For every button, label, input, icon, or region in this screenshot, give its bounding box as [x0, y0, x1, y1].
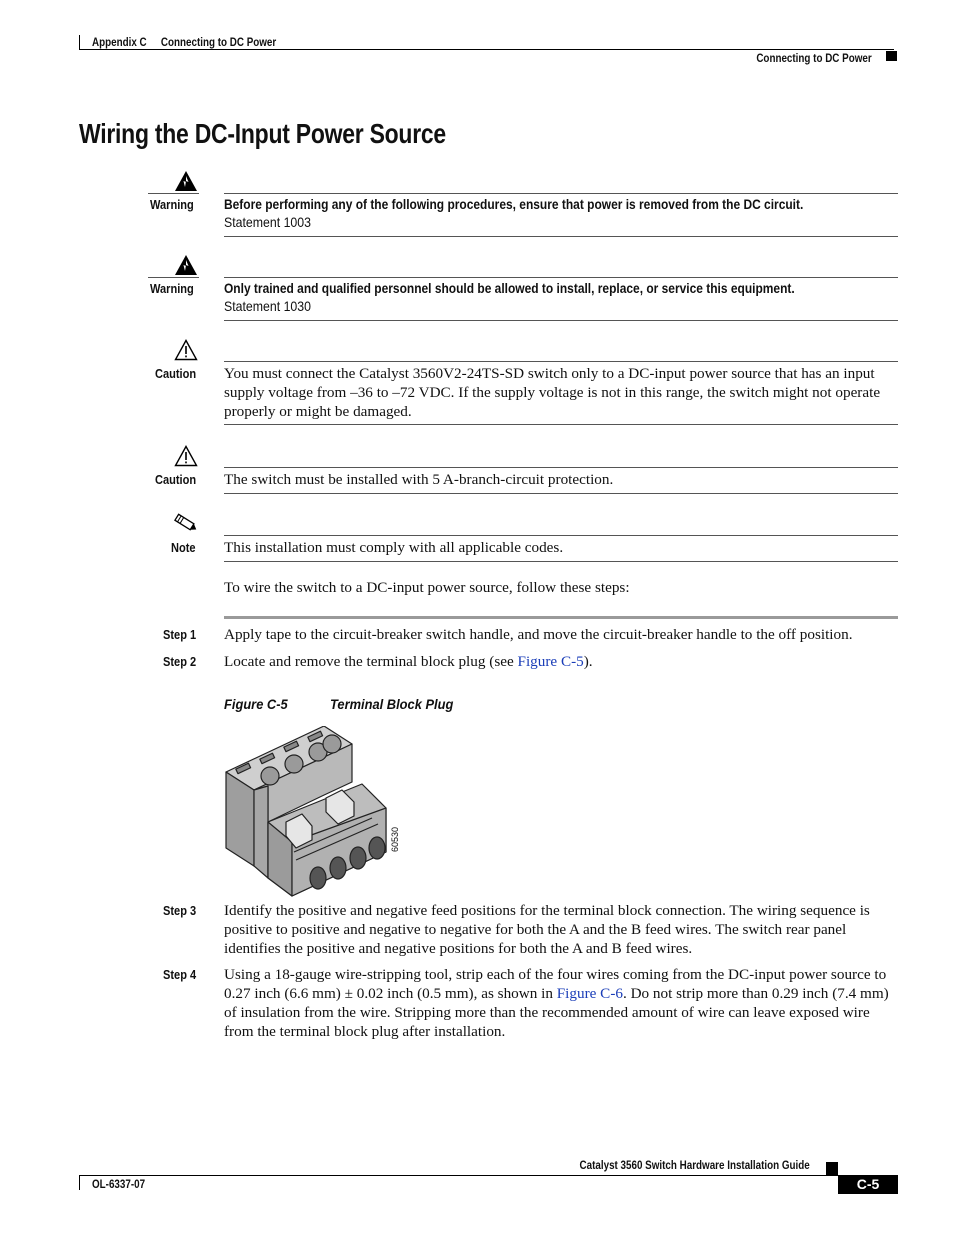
header-rule	[79, 49, 894, 50]
figure-caption	[224, 696, 453, 712]
step-text-part: Locate and remove the terminal block plug (see	[224, 653, 518, 670]
warning-text: Only trained and qualified personnel should be allowed to install, replace, or service this equipment.	[224, 280, 795, 296]
footer-doc-number: OL-6337-07	[92, 1177, 146, 1191]
header-appendix: Appendix C	[92, 35, 147, 49]
warning-text: Before performing any of the following procedures, ensure that power is removed from the DC circuit.	[224, 196, 804, 212]
footer-rule-vertical	[79, 1175, 80, 1190]
step-label: Step 3	[163, 903, 197, 918]
header-chapter: Connecting to DC Power	[160, 35, 277, 49]
step-text: Apply tape to the circuit-breaker switch handle, and move the circuit-breaker handle to the off position.	[224, 626, 853, 643]
procedure-rule	[224, 616, 898, 619]
step-text	[224, 652, 900, 671]
admonition-bottom-rule	[224, 320, 898, 321]
admonition-icon-rule	[148, 277, 199, 278]
footer-rule	[79, 1175, 837, 1176]
footer-guide-title: Catalyst 3560 Switch Hardware Installation Guide	[579, 1158, 810, 1172]
step-label: Step 1	[163, 627, 197, 642]
step-text	[224, 965, 900, 1041]
admonition-bottom-rule	[224, 424, 898, 425]
figure-art-id: 60530	[390, 826, 400, 852]
warning-icon	[174, 170, 198, 192]
admonition-bottom-rule	[224, 493, 898, 494]
terminal-block-plug-figure	[222, 726, 412, 898]
header-marker	[886, 51, 897, 61]
figure-number: Figure C-5	[224, 696, 288, 712]
header-breadcrumb	[92, 35, 288, 49]
step-label: Step 2	[163, 654, 197, 669]
page-title: Wiring the DC-Input Power Source	[79, 118, 446, 149]
figure-link[interactable]: Figure C-6	[556, 985, 623, 1002]
header-section: Connecting to DC Power	[756, 51, 872, 65]
step-text-part: ).	[583, 653, 593, 670]
admonition-top-rule	[224, 535, 898, 536]
warning-icon	[174, 254, 198, 276]
step-text-part: . Do not strip more than 0.29 inch (7.4 mm) of insulation from the wire. Stripping more than the recommended amount of wire can leave exposed wire from the terminal block plug after installation.	[224, 985, 889, 1040]
page-number: C-5	[838, 1175, 898, 1194]
admonition-top-rule	[224, 193, 898, 194]
caution-icon	[174, 445, 198, 467]
admonition-label: Note	[171, 540, 196, 555]
warning-statement: Statement 1003	[224, 214, 311, 230]
admonition-bottom-rule	[224, 236, 898, 237]
admonition-label: Warning	[150, 281, 194, 296]
admonition-top-rule	[224, 277, 898, 278]
admonition-bottom-rule	[224, 561, 898, 562]
step-text: Identify the positive and negative feed positions for the terminal block connection. The wiring sequence is positive to positive and negative to negative for both the A and the B feed wires. The switch rear panel identifies the positive and negative positions for both the A and B feed wires.	[224, 902, 870, 957]
admonition-label: Warning	[150, 197, 194, 212]
admonition-icon-rule	[148, 193, 199, 194]
note-text: This installation must comply with all applicable codes.	[224, 539, 564, 556]
admonition-top-rule	[224, 361, 898, 362]
intro-text: To wire the switch to a DC-input power source, follow these steps:	[224, 579, 630, 596]
step-label: Step 4	[163, 967, 197, 982]
footer-marker	[826, 1162, 838, 1176]
pencil-icon	[172, 512, 199, 534]
warning-statement: Statement 1030	[224, 298, 311, 314]
caution-text: The switch must be installed with 5 A-branch-circuit protection.	[224, 471, 614, 488]
admonition-label: Caution	[155, 366, 197, 381]
caution-icon	[174, 339, 198, 361]
step-text-part: Using a 18-gauge wire-stripping tool, strip each of the four wires coming from the DC-input power source to 0.27 inch (6.6 mm) ± 0.02 inch (0.5 mm), as shown in	[224, 966, 887, 1002]
caution-text: You must connect the Catalyst 3560V2-24TS-SD switch only to a DC-input power source that has an input supply voltage from –36 to –72 VDC. If the supply voltage is not in this range, the switch might not operate properly or might be damaged.	[224, 365, 881, 420]
figure-link[interactable]: Figure C-5	[517, 653, 584, 670]
admonition-label: Caution	[155, 472, 197, 487]
figure-title: Terminal Block Plug	[330, 696, 454, 712]
admonition-top-rule	[224, 467, 898, 468]
header-rule-vertical	[79, 35, 80, 49]
